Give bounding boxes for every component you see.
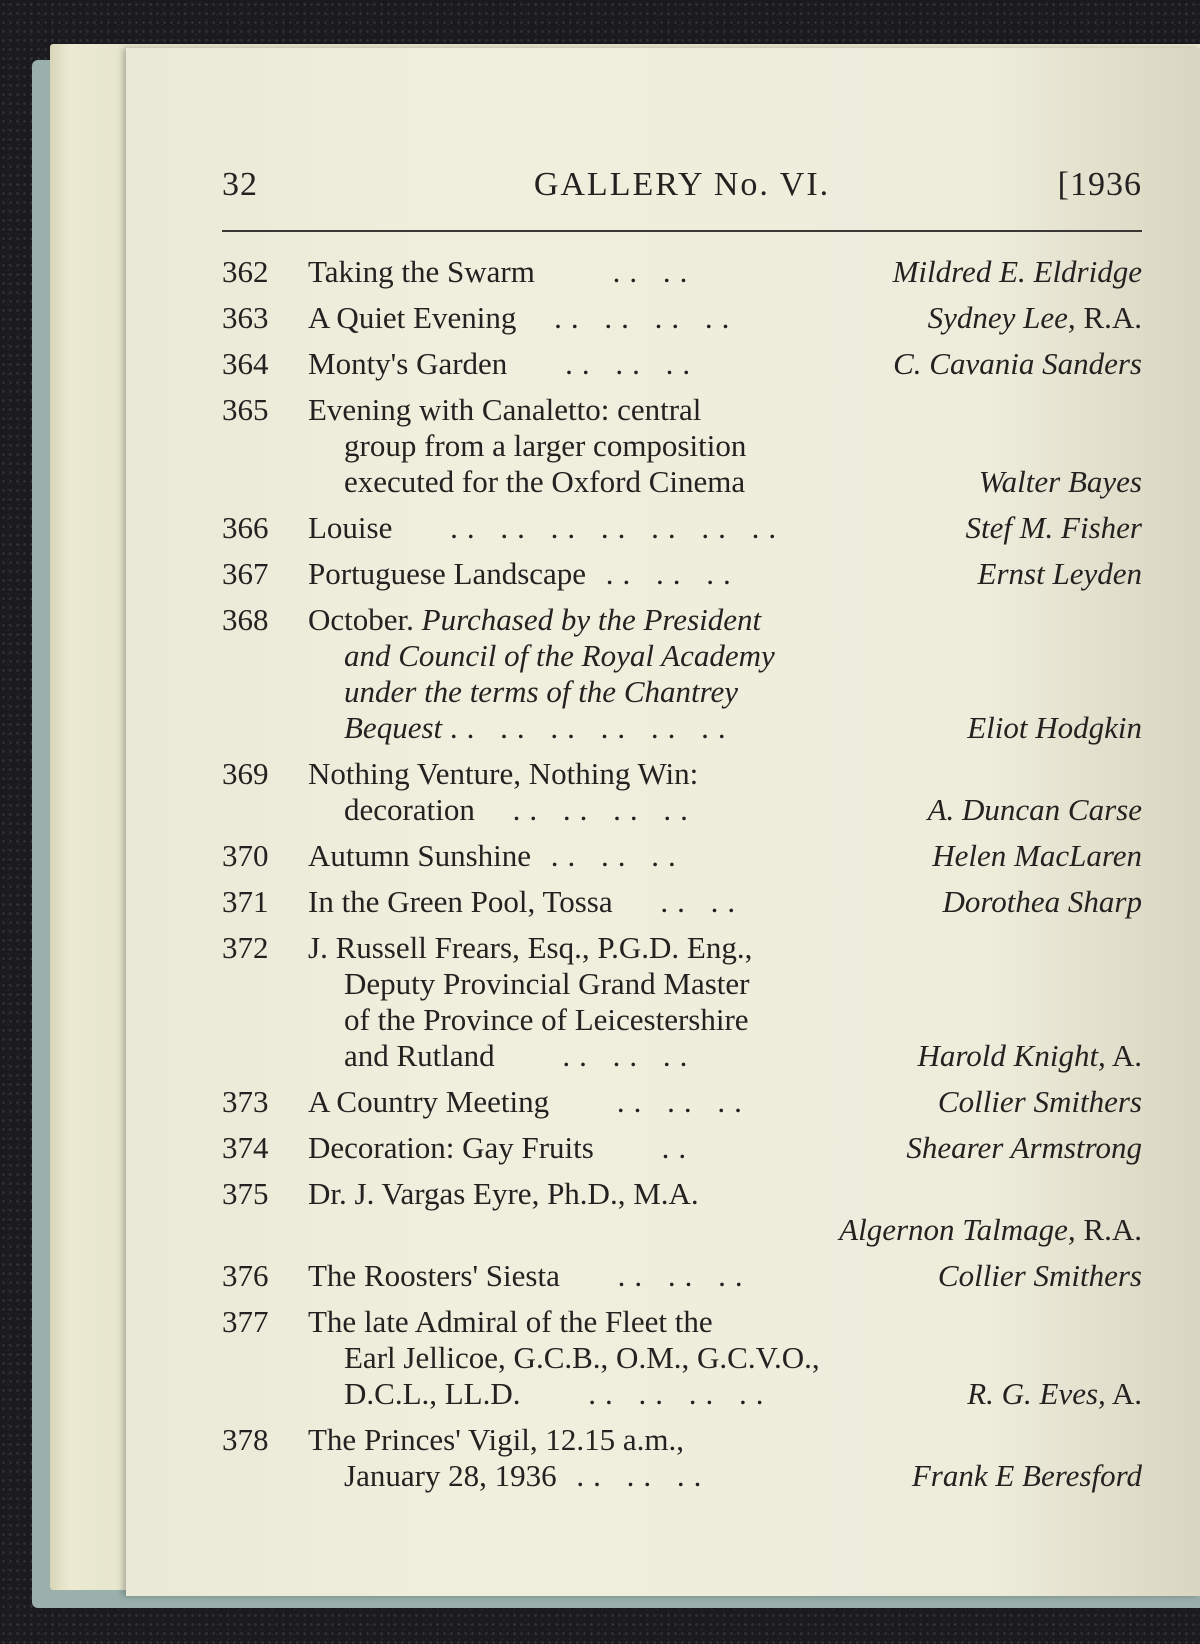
artist-text: Frank E Beresford (911, 1458, 1142, 1493)
entry-number: 367 (222, 556, 269, 591)
dot-leader: .. .. (660, 884, 745, 919)
artist-text: Shearer Armstrong (906, 1130, 1142, 1165)
title-line: A Country Meeting (308, 1084, 550, 1119)
title-line: Louise (308, 510, 393, 545)
artist-text: Harold Knight, (917, 1038, 1106, 1073)
dot-leader: .. (661, 1130, 696, 1165)
artist-text: Mildred E. Eldridge (892, 254, 1142, 289)
dot-leader: .. .. .. .. (554, 300, 739, 335)
artist-suffix: R.A. (1075, 1212, 1142, 1247)
entry-number: 363 (222, 300, 269, 335)
title-line: Autumn Sunshine (308, 838, 532, 873)
dot-leader: .. .. .. (562, 1038, 697, 1073)
entry-376 (222, 1258, 1142, 1294)
dot-leader: .. .. .. .. (512, 792, 697, 827)
catalogue-page (126, 48, 1200, 1596)
title-line: Monty's Garden (308, 346, 508, 381)
entry-371 (222, 884, 1142, 920)
artist-text: A. Duncan Carse (927, 792, 1142, 827)
title-line: and Rutland (344, 1038, 495, 1073)
running-head: GALLERY No. VI. (533, 166, 831, 203)
entry-375 (222, 1176, 1142, 1248)
entry-number: 374 (222, 1130, 269, 1165)
entry-number: 373 (222, 1084, 269, 1119)
artist-text: C. Cavania Sanders (893, 346, 1142, 381)
entry-number: 368 (222, 602, 269, 637)
dot-leader: .. .. .. (565, 346, 700, 381)
purchase-note: Bequest (344, 710, 443, 745)
artist-text: Sydney Lee, (927, 300, 1076, 335)
artist-text: Stef M. Fisher (965, 510, 1142, 545)
entry-number: 372 (222, 930, 269, 965)
dot-leader: .. .. .. .. .. .. (449, 710, 735, 745)
purchase-note: Purchased by the President (421, 602, 762, 637)
header-rule (222, 230, 1142, 232)
entry-title (308, 1176, 928, 1212)
entry-365 (222, 392, 1142, 500)
entry-number: 366 (222, 510, 269, 545)
entry-372 (222, 930, 1142, 1074)
title-line: Taking the Swarm (308, 254, 535, 289)
title-line: Deputy Provincial Grand Master (344, 966, 750, 1001)
title-line: Nothing Venture, Nothing Win: (308, 756, 699, 791)
header-year: [1936 (1057, 166, 1142, 203)
entry-list (222, 244, 1142, 1494)
title-line: In the Green Pool, Tossa (308, 884, 613, 919)
entry-366 (222, 510, 1142, 546)
entry-369 (222, 756, 1142, 828)
entry-number: 364 (222, 346, 269, 381)
title-line: Earl Jellicoe, G.C.B., O.M., G.C.V.O., (344, 1340, 820, 1375)
entry-number: 370 (222, 838, 269, 873)
entry-378 (222, 1422, 1142, 1494)
entry-373 (222, 1084, 1142, 1120)
artist-text: Collier Smithers (937, 1258, 1142, 1293)
entry-number: 375 (222, 1176, 269, 1211)
title-line: Portuguese Landscape (308, 556, 587, 591)
artist-text: Eliot Hodgkin (967, 710, 1142, 745)
dot-leader: .. .. .. .. .. .. .. (450, 510, 786, 545)
entry-377 (222, 1304, 1142, 1412)
entry-374 (222, 1130, 1142, 1166)
artist-suffix: A. (1105, 1038, 1142, 1073)
page-header (222, 166, 1142, 216)
entry-368 (222, 602, 1142, 746)
dot-leader: .. .. .. (576, 1458, 711, 1493)
entry-title (308, 510, 856, 546)
dot-leader: .. .. .. (605, 556, 740, 591)
artist-suffix: A. (1105, 1376, 1142, 1411)
title-line: D.C.L., LL.D. (344, 1376, 521, 1411)
artist-text: Algernon Talmage, (839, 1212, 1076, 1247)
artist-text: Helen MacLaren (932, 838, 1142, 873)
entry-number: 376 (222, 1258, 269, 1293)
entry-370 (222, 838, 1142, 874)
purchase-note: under the terms of the Chantrey (344, 674, 739, 709)
purchase-note: and Council of the Royal Academy (344, 638, 775, 673)
artist-text: Dorothea Sharp (942, 884, 1142, 919)
title-line: J. Russell Frears, Esq., P.G.D. Eng., (308, 930, 753, 965)
entry-363 (222, 300, 1142, 336)
dot-leader: .. .. .. (616, 1084, 751, 1119)
entry-367 (222, 556, 1142, 592)
dot-leader: .. .. (612, 254, 697, 289)
entry-number: 369 (222, 756, 269, 791)
title-line: decoration (344, 792, 475, 827)
title-line: of the Province of Leicestershire (344, 1002, 749, 1037)
artist-text: Collier Smithers (937, 1084, 1142, 1119)
title-line: group from a larger composition (344, 428, 747, 463)
entry-362 (222, 254, 1142, 290)
title-line: Evening with Canaletto: central (308, 392, 702, 427)
title-line: Dr. J. Vargas Eyre, Ph.D., M.A. (308, 1176, 699, 1211)
entry-number: 378 (222, 1422, 269, 1457)
artist-text: R. G. Eves, (967, 1376, 1106, 1411)
artist-text: Ernst Leyden (977, 556, 1142, 591)
title-line: The Princes' Vigil, 12.15 a.m., (308, 1422, 684, 1457)
title-line: October. (308, 602, 414, 637)
page-number: 32 (222, 166, 258, 203)
entry-364 (222, 346, 1142, 382)
artist-suffix: R.A. (1075, 300, 1142, 335)
entry-number: 362 (222, 254, 269, 289)
title-line: The Roosters' Siesta (308, 1258, 560, 1293)
entry-number: 371 (222, 884, 269, 919)
artist-text: Walter Bayes (978, 464, 1142, 499)
title-line: January 28, 1936 (344, 1458, 557, 1493)
dot-leader: .. .. .. .. (588, 1376, 773, 1411)
dot-leader: .. .. .. (550, 838, 685, 873)
title-line: Decoration: Gay Fruits (308, 1130, 594, 1165)
dot-leader: .. .. .. (617, 1258, 752, 1293)
title-line: executed for the Oxford Cinema (344, 464, 746, 499)
title-line: The late Admiral of the Fleet the (308, 1304, 713, 1339)
entry-number: 365 (222, 392, 269, 427)
entry-number: 377 (222, 1304, 269, 1339)
title-line: A Quiet Evening (308, 300, 517, 335)
artist-name (222, 1212, 1142, 1248)
